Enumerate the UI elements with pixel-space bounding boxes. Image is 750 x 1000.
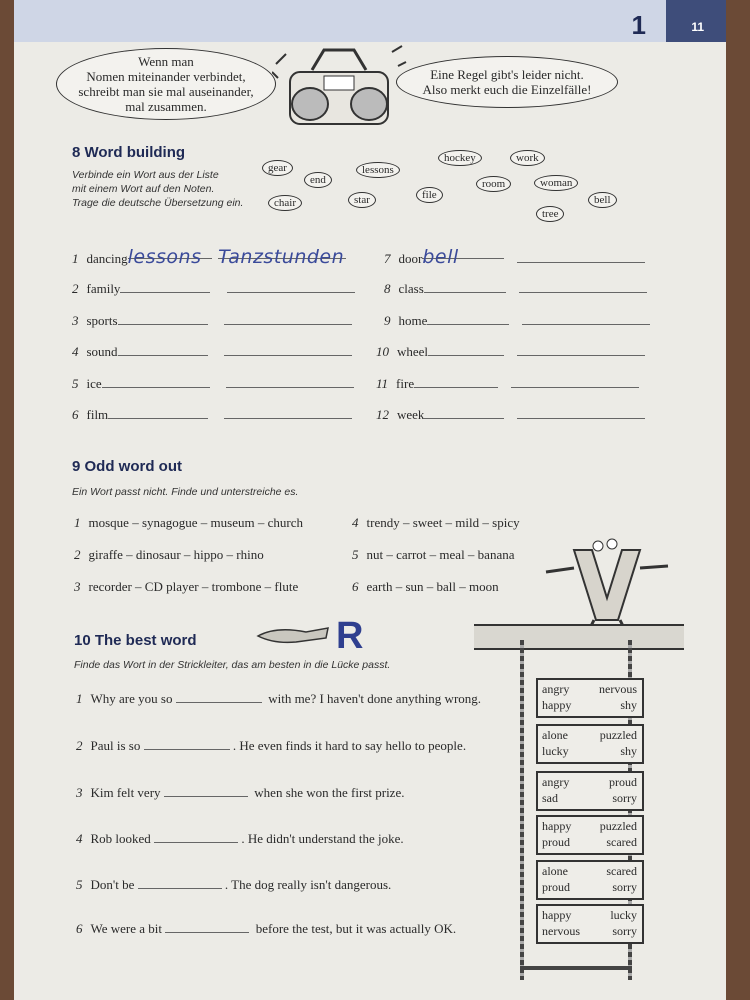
ladder-rung: happy lucky nervous sorry bbox=[536, 904, 644, 944]
translation-field[interactable]: Tanzstunden bbox=[218, 246, 345, 268]
note-word: star bbox=[348, 192, 376, 208]
exercise-8-item: 7 doorbell bbox=[384, 246, 645, 267]
section-9-instruction: Ein Wort passt nicht. Finde und unterstreiche es. bbox=[72, 486, 299, 498]
note-word: hockey bbox=[438, 150, 482, 166]
letter-v-character-illustration bbox=[536, 528, 676, 628]
section-8-title: 8 Word building bbox=[72, 144, 186, 161]
translation-field[interactable] bbox=[224, 343, 352, 356]
ladder-rung: angry proud sad sorry bbox=[536, 771, 644, 811]
exercise-8-item: 2 family bbox=[72, 280, 355, 297]
exercise-10-item: 5 Don't be . The dog really isn't dangerous. bbox=[76, 877, 392, 892]
exercise-10-item: 1 Why are you so with me? I haven't done anything wrong. bbox=[76, 691, 482, 706]
exercise-8-item: 1 dancinglessons Tanzstunden bbox=[72, 246, 345, 268]
rope-ladder-beam bbox=[474, 624, 684, 650]
gap-field[interactable] bbox=[154, 830, 238, 843]
speech-bubble-right-text: Eine Regel gibt's leider nicht. Also merkt euch die Einzelfälle! bbox=[422, 67, 592, 97]
exercise-9-item: 4 trendy – sweet – mild – spicy bbox=[352, 515, 520, 530]
page-number: 11 bbox=[691, 20, 704, 34]
svg-text:R: R bbox=[336, 615, 364, 652]
section-10-instruction: Finde das Wort in der Strickleiter, das am besten in die Lücke passt. bbox=[74, 659, 391, 671]
exercise-10-item: 3 Kim felt very when she won the first prize. bbox=[76, 785, 405, 800]
exercise-8-item: 12 week bbox=[376, 406, 645, 423]
note-word: woman bbox=[534, 175, 578, 191]
answer-field[interactable] bbox=[428, 343, 504, 356]
exercise-10-item: 6 We were a bit before the test, but it was actually OK. bbox=[76, 921, 457, 936]
note-word: bell bbox=[588, 192, 617, 208]
crocodile-letter-r-illustration bbox=[256, 608, 366, 652]
note-word: work bbox=[510, 150, 545, 166]
exercise-9-item: 5 nut – carrot – meal – banana bbox=[352, 547, 515, 562]
answer-field[interactable] bbox=[108, 406, 208, 419]
translation-field[interactable] bbox=[227, 280, 355, 293]
answer-field[interactable] bbox=[424, 280, 506, 293]
exercise-8-item: 3 sports bbox=[72, 312, 352, 329]
section-10-title: 10 The best word bbox=[74, 632, 197, 649]
ladder-rung: alone scared proud sorry bbox=[536, 860, 644, 900]
unit-number: 1 bbox=[631, 10, 646, 40]
workbook-page bbox=[14, 0, 726, 1000]
exercise-10-item: 2 Paul is so . He even finds it hard to say hello to people. bbox=[76, 738, 467, 753]
gap-field[interactable] bbox=[144, 737, 230, 750]
exercise-8-item: 9 home bbox=[384, 312, 650, 329]
note-word: chair bbox=[268, 195, 302, 211]
boombox-illustration bbox=[272, 44, 407, 139]
answer-field[interactable] bbox=[424, 406, 504, 419]
exercise-10-item: 4 Rob looked . He didn't understand the joke. bbox=[76, 831, 404, 846]
note-word: room bbox=[476, 176, 511, 192]
gap-field[interactable] bbox=[165, 920, 249, 933]
note-word: tree bbox=[536, 206, 564, 222]
ladder-rung: angry nervous happy shy bbox=[536, 678, 644, 718]
ladder-rung: happy puzzled proud scared bbox=[536, 815, 644, 855]
answer-field[interactable]: bell bbox=[422, 246, 504, 259]
exercise-8-item: 4 sound bbox=[72, 343, 352, 360]
exercise-8-item: 5 ice bbox=[72, 375, 354, 392]
translation-field[interactable] bbox=[517, 250, 645, 263]
gap-field[interactable] bbox=[138, 876, 222, 889]
gap-field[interactable] bbox=[164, 784, 248, 797]
exercise-9-item: 2 giraffe – dinosaur – hippo – rhino bbox=[74, 547, 264, 562]
ladder-rung: alone puzzled lucky shy bbox=[536, 724, 644, 764]
answer-field[interactable] bbox=[427, 312, 509, 325]
answer-field[interactable] bbox=[414, 375, 498, 388]
speech-bubble-left-text: Wenn man Nomen miteinander verbindet, schreibt man sie mal auseinander, mal zusammen. bbox=[78, 54, 254, 114]
exercise-9-item: 3 recorder – CD player – trombone – flute bbox=[74, 579, 299, 594]
answer-field[interactable] bbox=[102, 375, 210, 388]
section-8-instruction: Verbinde ein Wort aus der Liste mit einem Wort auf den Noten. Trage die deutsche Übersetzung ein. bbox=[72, 169, 244, 209]
translation-field[interactable] bbox=[517, 406, 645, 419]
note-word: lessons bbox=[356, 162, 400, 178]
translation-field[interactable] bbox=[226, 375, 354, 388]
answer-field[interactable] bbox=[118, 312, 208, 325]
note-word: file bbox=[416, 187, 443, 203]
translation-field[interactable] bbox=[522, 312, 650, 325]
exercise-8-item: 6 film bbox=[72, 406, 352, 423]
gap-field[interactable] bbox=[176, 690, 262, 703]
note-word: end bbox=[304, 172, 332, 188]
exercise-8-item: 11 fire bbox=[376, 375, 639, 392]
answer-field[interactable]: lessons bbox=[128, 246, 212, 259]
rope-ladder-left-rope bbox=[520, 640, 524, 980]
speech-bubble-left bbox=[56, 48, 276, 120]
speech-bubble-right bbox=[396, 56, 618, 108]
exercise-8-item: 8 class bbox=[384, 280, 647, 297]
answer-field[interactable] bbox=[118, 343, 208, 356]
exercise-8-item: 10 wheel bbox=[376, 343, 645, 360]
note-word: gear bbox=[262, 160, 293, 176]
exercise-9-item: 1 mosque – synagogue – museum – church bbox=[74, 515, 303, 530]
translation-field[interactable] bbox=[519, 280, 647, 293]
exercise-9-item: 6 earth – sun – ball – moon bbox=[352, 579, 499, 594]
header-bar bbox=[14, 0, 726, 42]
translation-field[interactable] bbox=[224, 406, 352, 419]
translation-field[interactable] bbox=[517, 343, 645, 356]
ladder-bottom-rung bbox=[520, 966, 632, 970]
translation-field[interactable] bbox=[224, 312, 352, 325]
answer-field[interactable] bbox=[120, 280, 210, 293]
translation-field[interactable] bbox=[511, 375, 639, 388]
section-9-title: 9 Odd word out bbox=[72, 458, 182, 475]
